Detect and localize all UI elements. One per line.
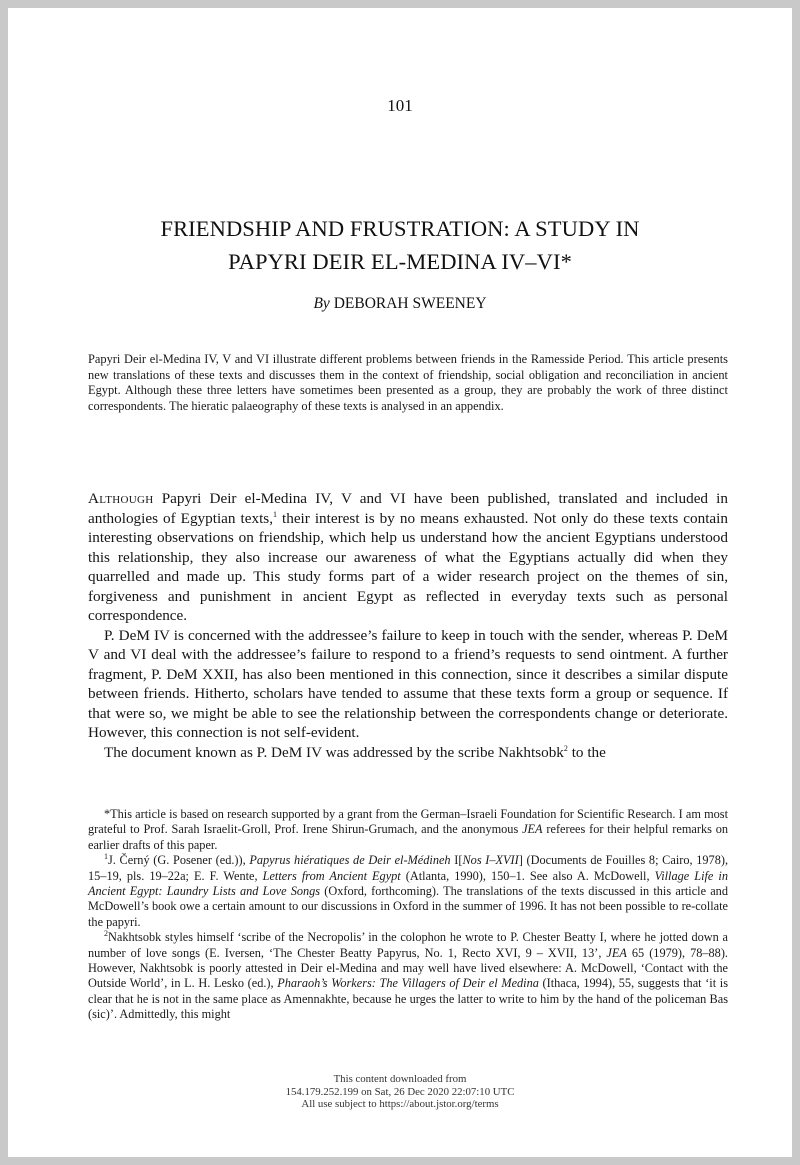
footnote-star-end: referees for their helpful remarks on earlier drafts of this paper. bbox=[88, 822, 729, 852]
download-notice bbox=[8, 1073, 792, 1111]
title-line-2: PAPYRI DEIR EL-MEDINA IV–VI* bbox=[228, 249, 572, 274]
footnote-1-c: ] (Documents de Fouilles 8; Cairo, 1978), 15–19, pls. 19–22a; E. F. Wente, bbox=[88, 853, 729, 883]
paragraph-2: P. DeM IV is concerned with the addressee’s failure to keep in touch with the sender, whereas P. DeM V and VI deal with the addressee’s failure to respond to a friend’s requests to send ointment. A further fragment, P. DeM XXII, has also been mentioned in this connection, since it describes a similar dispute between friends. Hitherto, scholars have tended to assume that these texts form a group or sequence. If that were so, we might be able to see the relationship between the correspondents change or deteriorate. However, this connection is not self-evident. bbox=[88, 626, 728, 741]
author-name: DEBORAH SWEENEY bbox=[333, 295, 487, 312]
footnote-1-b: I[ bbox=[450, 853, 463, 868]
article-title bbox=[48, 212, 752, 278]
title-line-1: FRIENDSHIP AND FRUSTRATION: A STUDY IN bbox=[160, 216, 640, 241]
footnote-1-title-3: Letters from Ancient Egypt bbox=[262, 868, 401, 883]
footnote-1-d: (Atlanta, 1990), 150–1. See also A. McDowell, bbox=[400, 868, 655, 883]
footnotes bbox=[88, 807, 728, 1023]
paragraph-3 bbox=[88, 743, 728, 763]
footnote-1-e: (Oxford, forthcoming). The translations of the texts discussed in this article and McDowell’s book owe a certain amount to our discussions in Oxford in the summer of 1996. It has not been possible to re-collate the papyri. bbox=[88, 884, 728, 929]
journal-abbrev: JEA bbox=[522, 822, 543, 837]
download-line-2: 154.179.252.199 on Sat, 26 Dec 2020 22:07:10 UTC bbox=[285, 1085, 515, 1098]
footnote-1-title-1: Papyrus hiératiques de Deir el-Médineh bbox=[249, 853, 451, 868]
body-text bbox=[88, 489, 728, 762]
lead-word: Although bbox=[88, 490, 154, 507]
byline-by: By bbox=[313, 295, 330, 312]
paragraph-1-text-a: Papyri Deir el-Medina IV, V and VI have been published, translated and included in anthologies of Egyptian texts, bbox=[88, 490, 728, 527]
paragraph-1 bbox=[88, 489, 728, 626]
footnote-2 bbox=[88, 930, 728, 1022]
footnote-ref-1: 1 bbox=[273, 509, 277, 519]
footnote-2-b: 65 (1979), 78–88). However, Nakhtsobk is poorly attested in Deir el-Medina and may well have lived elsewhere: A. McDowell, ‘Contact with the Outside World’, in L. H. Lesko (ed.), bbox=[88, 945, 728, 991]
footnote-2-c: (Ithaca, 1994), 55, suggests that ‘it is clear that he is not in the same place as Amennakhte, because he urges the latter to write to him by the hand of the policeman Bas (sic)’. Admittedly, this might bbox=[88, 976, 728, 1022]
footnote-star bbox=[88, 807, 728, 853]
footnote-1-a: J. Černý (G. Posener (ed.)), bbox=[108, 853, 250, 868]
byline bbox=[8, 295, 792, 313]
footnote-1-title-2: Nos I–XVII bbox=[462, 853, 519, 868]
abstract: Papyri Deir el-Medina IV, V and VI illustrate different problems between friends in the Ramesside Period. This article presents new translations of these texts and discusses them in the context of friendship, social obligation and reconciliation in ancient Egypt. Although these three letters have sometimes been presented as a group, they are probably the work of three distinct correspondents. The hieratic palaeography of these texts is analysed in an appendix. bbox=[88, 352, 728, 413]
footnote-star-text: *This article is based on research supported by a grant from the German–Israeli Foundation for Scientific Research. I am most grateful to Prof. Sarah Israelit-Groll, Prof. Irene Shirun-Grumach, and the anonymous bbox=[88, 807, 728, 837]
footnote-1-number: 1 bbox=[104, 852, 108, 862]
footnote-2-title: Pharaoh’s Workers: The Villagers of Deir el Medina bbox=[277, 976, 539, 991]
footnote-1-title-4: Village Life in Ancient Egypt: Laundry Lists and Love Songs bbox=[88, 868, 728, 899]
terms-line: All use subject to https://about.jstor.org/terms bbox=[301, 1098, 499, 1110]
paragraph-3-text-a: The document known as P. DeM IV was addressed by the scribe Nakhtsobk bbox=[104, 743, 564, 761]
document-page bbox=[8, 8, 792, 1157]
footnote-ref-2: 2 bbox=[563, 743, 568, 753]
footnote-2-journal: JEA bbox=[606, 945, 627, 960]
download-line-1: This content downloaded from bbox=[333, 1073, 467, 1085]
footnote-1 bbox=[88, 853, 728, 930]
paragraph-1-text-b: their interest is by no means exhausted. Not only do these texts contain interesting observations on friendship, which help us understand how the ancient Egyptians understood this relationship, they also increase our awareness of what the Egyptians actually did when they quarrelled and made up. This study forms part of a wider research project on the themes of sin, forgiveness and punishment in ancient Egypt as reflected in everyday texts such as personal correspondence. bbox=[88, 509, 728, 624]
page-number: 101 bbox=[387, 96, 413, 115]
footnote-2-number: 2 bbox=[104, 929, 108, 939]
paragraph-3-text-b: to the bbox=[567, 743, 606, 761]
footnote-2-a: Nakhtsobk styles himself ‘scribe of the Necropolis’ in the colophon he wrote to P. Chester Beatty I, where he jotted down a number of love songs (E. Iversen, ‘The Chester Beatty Papyrus, No. 1, Recto XVI, 9 – XVII, 13’, bbox=[88, 930, 728, 960]
